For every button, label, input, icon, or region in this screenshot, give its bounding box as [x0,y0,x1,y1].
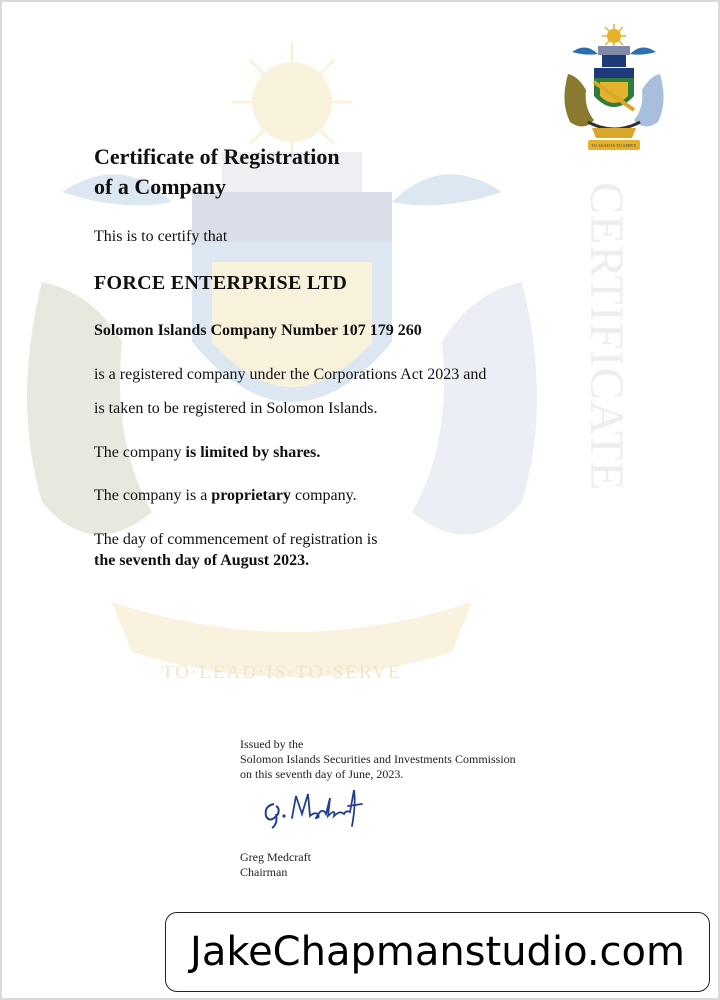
motto-watermark: TO·LEAD·IS·TO·SERVE [162,662,402,683]
issuer-line-2: Solomon Islands Securities and Investments Commission [240,752,516,766]
title-line-1: Certificate of Registration [94,144,340,169]
limited-prefix: The company [94,444,186,461]
handwritten-signature [260,784,380,832]
certificate-body [94,142,678,569]
company-number: Solomon Islands Company Number 107 179 260 [94,322,422,339]
certificate-page [2,2,718,998]
company-name: FORCE ENTERPRISE LTD [94,272,348,294]
issuer-line-3: on this seventh day of June, 2023. [240,767,404,781]
issuer-line-1: Issued by the [240,737,304,751]
certificate-watermark-text: CERTIFICATE [580,182,633,492]
limited-bold: is limited by shares. [185,444,321,461]
proprietary-statement [94,487,357,505]
signer-name: Greg Medcraft [240,850,311,864]
proprietary-suffix: company. [290,487,357,504]
commencement-date: the seventh day of August 2023. [94,552,310,569]
signer-block [240,850,311,880]
coat-of-arms-motto: TO LEAD IS TO SERVE [591,143,637,148]
title-line-2: of a Company [94,174,227,199]
signer-title: Chairman [240,865,288,879]
proprietary-prefix: The company is a [94,487,212,504]
issuer-block [240,737,516,782]
certify-intro: This is to certify that [94,228,228,245]
certificate-title [94,142,678,202]
coat-of-arms-logo [558,24,670,156]
limited-by-shares-statement [94,444,320,462]
studio-watermark-banner: JakeChapmanstudio.com [165,912,710,992]
commencement-line: The day of commencement of registration is [94,531,378,548]
registered-line-2: is taken to be registered in Solomon Islands. [94,400,378,417]
registered-line-1: is a registered company under the Corporations Act 2023 and [94,366,487,383]
proprietary-bold: proprietary [211,487,291,504]
